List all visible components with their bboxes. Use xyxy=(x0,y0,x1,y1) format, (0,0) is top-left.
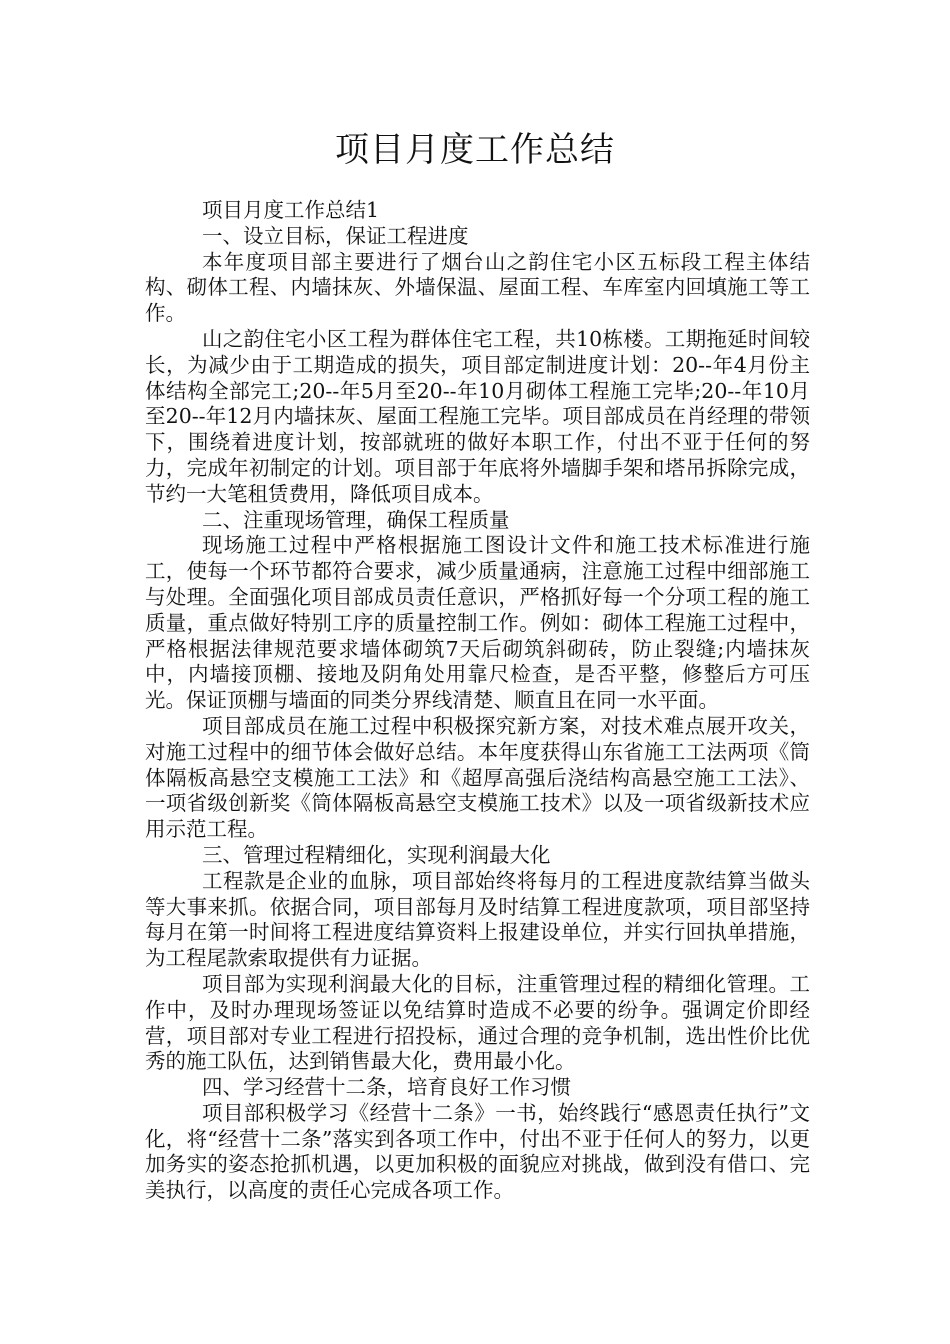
section-heading: 三、管理过程精细化，实现利润最大化 xyxy=(202,842,551,867)
body-paragraph: 项目部为实现利润最大化的目标，注重管理过程的精细化管理。工作中，及时办理现场签证以免结算时造成不必要的纷争。强调定价即经营，项目部对专业工程进行招投标，通过合理的竞争机制，选出性价比优秀的施工队伍，达到销售最大化，费用最小化。 xyxy=(145,971,810,1074)
body-paragraph: 山之韵住宅小区工程为群体住宅工程，共10栋楼。工期拖延时间较长，为减少由于工期造成的损失，项目部定制进度计划：20--年4月份主体结构全部完工;20--年5月至20--年10月砌体工程施工完毕;20--年10月至20--年12月内墙抹灰、屋面工程施工完毕。项目部成员在肖经理的带领下，围绕着进度计划，按部就班的做好本职工作，付出不亚于任何的努力，完成年初制定的计划。项目部于年底将外墙脚手架和塔吊拆除完成，节约一大笔租赁费用，降低项目成本。 xyxy=(145,326,810,506)
section-heading: 四、学习经营十二条，培育良好工作习惯 xyxy=(202,1075,571,1100)
section-heading: 一、设立目标，保证工程进度 xyxy=(202,223,469,248)
section-heading: 项目月度工作总结1 xyxy=(202,198,380,222)
document-body xyxy=(145,198,810,1204)
document-title: 项目月度工作总结 xyxy=(335,130,615,170)
body-paragraph: 现场施工过程中严格根据施工图设计文件和施工技术标准进行施工，使每一个环节都符合要求，减少质量通病，注意施工过程中细部施工与处理。全面强化项目部成员责任意识，严格抓好每一个分项工程的施工质量，重点做好特别工序的质量控制工作。例如：砌体工程施工过程中，严格根据法律规范要求墙体砌筑7天后砌筑斜砌砖，防止裂缝;内墙抹灰中，内墙接顶棚、接地及阴角处用靠尺检查，是否平整，修整后方可压光。保证顶棚与墙面的同类分界线清楚、顺直且在同一水平面。 xyxy=(145,533,810,713)
body-paragraph: 工程款是企业的血脉，项目部始终将每月的工程进度款结算当做头等大事来抓。依据合同，项目部每月及时结算工程进度款项，项目部坚持每月在第一时间将工程进度结算资料上报建设单位，并实行回执单措施，为工程尾款索取提供有力证据。 xyxy=(145,868,810,971)
section-heading: 二、注重现场管理，确保工程质量 xyxy=(202,507,510,532)
body-paragraph: 本年度项目部主要进行了烟台山之韵住宅小区五标段工程主体结构、砌体工程、内墙抹灰、外墙保温、屋面工程、车库室内回填施工等工作。 xyxy=(145,249,810,326)
body-paragraph: 项目部积极学习《经营十二条》一书，始终践行“感恩责任执行”文化，将“经营十二条”落实到各项工作中，付出不亚于任何人的努力，以更加务实的姿态抢抓机遇，以更加积极的面貌应对挑战，做到没有借口、完美执行，以高度的责任心完成各项工作。 xyxy=(145,1100,810,1203)
body-paragraph: 项目部成员在施工过程中积极探究新方案，对技术难点展开攻关，对施工过程中的细节体会做好总结。本年度获得山东省施工工法两项《筒体隔板高悬空支模施工工法》和《超厚高强后浇结构高悬空施工工法》、一项省级创新奖《筒体隔板高悬空支模施工技术》以及一项省级新技术应用示范工程。 xyxy=(145,713,810,842)
